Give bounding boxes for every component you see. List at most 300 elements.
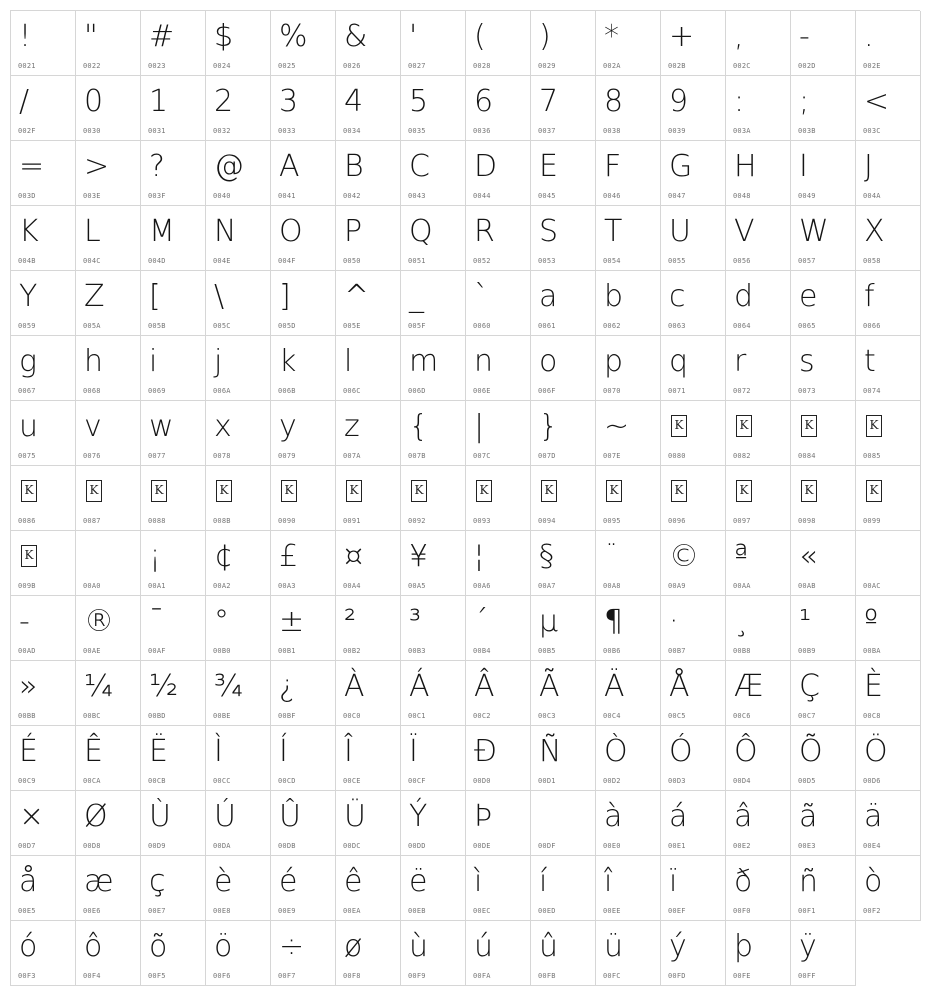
glyph-sample: Ç	[799, 669, 820, 704]
glyph-sample: d	[734, 279, 754, 314]
glyph-cell	[271, 921, 336, 986]
glyph-cell	[791, 401, 856, 466]
glyph-cell	[661, 661, 726, 726]
glyph-cell	[271, 856, 336, 921]
glyph-codepoint: 00BE	[213, 712, 231, 720]
glyph-codepoint: 00F7	[278, 972, 296, 980]
glyph-codepoint: 0044	[473, 192, 491, 200]
glyph-sample: e	[799, 279, 818, 314]
glyph-cell	[271, 271, 336, 336]
glyph-cell	[531, 791, 596, 856]
glyph-codepoint: 00DA	[213, 842, 231, 850]
glyph-sample: :	[734, 84, 745, 119]
glyph-sample: s	[799, 344, 815, 379]
glyph-sample: ~	[604, 409, 630, 444]
glyph-cell	[466, 726, 531, 791]
glyph-sample: 0	[84, 84, 104, 119]
glyph-cell	[531, 141, 596, 206]
glyph-codepoint: 00F5	[148, 972, 166, 980]
glyph-sample: *	[604, 19, 619, 54]
glyph-cell	[791, 466, 856, 531]
glyph-codepoint: 00A1	[148, 582, 166, 590]
glyph-codepoint: 00F1	[798, 907, 816, 915]
missing-glyph-box: K	[671, 415, 687, 437]
glyph-cell	[401, 921, 466, 986]
glyph-cell	[661, 596, 726, 661]
glyph-codepoint: 0045	[538, 192, 556, 200]
glyph-cell	[271, 336, 336, 401]
glyph-codepoint: 004F	[278, 257, 296, 265]
glyph-codepoint: 005D	[278, 322, 296, 330]
glyph-cell	[401, 336, 466, 401]
glyph-cell	[76, 791, 141, 856]
glyph-sample: Ñ	[539, 734, 562, 769]
glyph-codepoint: 0066	[863, 322, 881, 330]
glyph-codepoint: 007B	[408, 452, 426, 460]
glyph-sample: È	[864, 669, 883, 704]
glyph-codepoint: 005F	[408, 322, 426, 330]
glyph-cell	[206, 596, 271, 661]
glyph-cell	[466, 466, 531, 531]
glyph-sample: 2	[214, 84, 234, 119]
glyph-sample: ×	[19, 799, 45, 834]
glyph-cell	[531, 726, 596, 791]
glyph-sample: Ý	[409, 799, 428, 834]
glyph-cell	[856, 206, 921, 271]
glyph-codepoint: 009B	[18, 582, 36, 590]
glyph-codepoint: 0025	[278, 62, 296, 70]
glyph-sample: /	[19, 84, 30, 119]
glyph-codepoint: 00A4	[343, 582, 361, 590]
glyph-cell	[11, 336, 76, 401]
glyph-sample: å	[19, 864, 38, 899]
glyph-sample: K	[19, 214, 39, 249]
glyph-sample: ·	[669, 604, 679, 639]
glyph-sample: 9	[669, 84, 689, 119]
glyph-sample: ÿ	[799, 929, 817, 964]
glyph-sample: b	[604, 279, 624, 314]
glyph-cell	[791, 596, 856, 661]
glyph-cell	[791, 76, 856, 141]
glyph-codepoint: 003E	[83, 192, 101, 200]
glyph-codepoint: 0059	[18, 322, 36, 330]
glyph-sample: [	[149, 279, 161, 314]
glyph-sample: ¥	[409, 539, 429, 574]
glyph-codepoint: 00AF	[148, 647, 166, 655]
glyph-sample: ®	[84, 604, 114, 639]
glyph-cell	[661, 921, 726, 986]
glyph-sample: Á	[409, 669, 430, 704]
glyph-cell	[206, 726, 271, 791]
glyph-cell	[401, 401, 466, 466]
glyph-codepoint: 00CD	[278, 777, 296, 785]
glyph-codepoint: 00A3	[278, 582, 296, 590]
glyph-codepoint: 00F0	[733, 907, 751, 915]
glyph-codepoint: 006B	[278, 387, 296, 395]
glyph-cell	[856, 596, 921, 661]
glyph-sample: ï	[669, 864, 678, 899]
glyph-codepoint: 0028	[473, 62, 491, 70]
glyph-cell	[661, 141, 726, 206]
glyph-sample: ¹	[799, 604, 812, 639]
glyph-cell	[596, 791, 661, 856]
glyph-cell	[206, 206, 271, 271]
glyph-sample: ó	[19, 929, 38, 964]
glyph-codepoint: 00D4	[733, 777, 751, 785]
glyph-codepoint: 002C	[733, 62, 751, 70]
glyph-cell	[76, 921, 141, 986]
glyph-cell	[11, 466, 76, 531]
glyph-sample: T	[604, 214, 623, 249]
glyph-cell	[271, 11, 336, 76]
missing-glyph-box: K	[866, 480, 882, 502]
glyph-sample: ù	[409, 929, 429, 964]
glyph-sample: C	[409, 149, 430, 184]
glyph-codepoint: 00E2	[733, 842, 751, 850]
glyph-sample: Ó	[669, 734, 693, 769]
glyph-codepoint: 00BB	[18, 712, 36, 720]
glyph-sample: G	[669, 149, 693, 184]
glyph-cell	[141, 271, 206, 336]
glyph-codepoint: 00D6	[863, 777, 881, 785]
glyph-sample: Æ	[734, 669, 764, 704]
glyph-cell	[401, 11, 466, 76]
glyph-sample: á	[669, 799, 688, 834]
glyph-codepoint: 00BD	[148, 712, 166, 720]
glyph-cell	[856, 791, 921, 856]
glyph-sample: U	[669, 214, 691, 249]
glyph-sample: ¸	[734, 604, 749, 639]
glyph-cell	[11, 791, 76, 856]
glyph-cell	[141, 531, 206, 596]
glyph-codepoint: 00B0	[213, 647, 231, 655]
glyph-codepoint: 0031	[148, 127, 166, 135]
glyph-sample: B	[344, 149, 364, 184]
glyph-codepoint: 0088	[148, 517, 166, 525]
glyph-cell	[726, 531, 791, 596]
glyph-codepoint: 00CC	[213, 777, 231, 785]
glyph-cell	[336, 596, 401, 661]
glyph-cell	[76, 76, 141, 141]
glyph-cell	[596, 726, 661, 791]
glyph-codepoint: 0063	[668, 322, 686, 330]
glyph-grid	[10, 10, 920, 986]
glyph-codepoint: 006A	[213, 387, 231, 395]
glyph-codepoint: 00A6	[473, 582, 491, 590]
glyph-codepoint: 00B8	[733, 647, 751, 655]
glyph-cell	[11, 531, 76, 596]
glyph-codepoint: 00FE	[733, 972, 751, 980]
glyph-codepoint: 00B9	[798, 647, 816, 655]
glyph-codepoint: 00DB	[278, 842, 296, 850]
glyph-cell	[856, 531, 921, 596]
glyph-sample: ÷	[279, 929, 305, 964]
glyph-cell	[336, 856, 401, 921]
glyph-codepoint: 00ED	[538, 907, 556, 915]
glyph-sample: ý	[669, 929, 687, 964]
glyph-cell	[661, 856, 726, 921]
glyph-cell	[726, 11, 791, 76]
missing-glyph-box: K	[671, 480, 687, 502]
glyph-cell	[791, 336, 856, 401]
glyph-sample: k	[279, 344, 297, 379]
glyph-codepoint: 0039	[668, 127, 686, 135]
missing-glyph-box: K	[801, 415, 817, 437]
glyph-sample: ð	[734, 864, 753, 899]
glyph-cell	[76, 336, 141, 401]
missing-glyph-box: K	[736, 480, 752, 502]
glyph-codepoint: 00BC	[83, 712, 101, 720]
glyph-codepoint: 0099	[863, 517, 881, 525]
glyph-sample: g	[19, 344, 38, 379]
glyph-codepoint: 00E9	[278, 907, 296, 915]
glyph-cell	[466, 531, 531, 596]
glyph-sample: ¶	[604, 604, 624, 639]
glyph-sample: °	[214, 604, 229, 639]
glyph-sample: r	[734, 344, 747, 379]
glyph-sample: ³	[409, 604, 422, 639]
glyph-cell	[856, 661, 921, 726]
glyph-cell	[206, 11, 271, 76]
glyph-sample: <	[864, 84, 890, 119]
glyph-codepoint: 00D7	[18, 842, 36, 850]
glyph-cell	[856, 336, 921, 401]
glyph-sample: %	[279, 19, 308, 54]
glyph-codepoint: 0064	[733, 322, 751, 330]
glyph-codepoint: 0049	[798, 192, 816, 200]
glyph-codepoint: 0097	[733, 517, 751, 525]
glyph-codepoint: 006D	[408, 387, 426, 395]
missing-glyph-box: K	[541, 480, 557, 502]
glyph-codepoint: 00DD	[408, 842, 426, 850]
glyph-cell	[76, 531, 141, 596]
glyph-sample: a	[539, 279, 558, 314]
glyph-codepoint: 0085	[863, 452, 881, 460]
glyph-sample: I	[799, 149, 808, 184]
glyph-sample: ¢	[214, 539, 234, 574]
glyph-cell	[76, 466, 141, 531]
glyph-sample: ©	[669, 539, 699, 574]
glyph-codepoint: 003A	[733, 127, 751, 135]
glyph-codepoint: 0034	[343, 127, 361, 135]
glyph-codepoint: 00D9	[148, 842, 166, 850]
glyph-codepoint: 00C5	[668, 712, 686, 720]
glyph-sample: R	[474, 214, 495, 249]
glyph-codepoint: 004B	[18, 257, 36, 265]
glyph-codepoint: 00C6	[733, 712, 751, 720]
glyph-cell	[856, 11, 921, 76]
glyph-cell	[401, 141, 466, 206]
glyph-sample: »	[19, 669, 38, 704]
glyph-codepoint: 00E4	[863, 842, 881, 850]
glyph-sample: M	[149, 214, 175, 249]
glyph-sample: w	[149, 409, 174, 444]
glyph-codepoint: 003F	[148, 192, 166, 200]
glyph-codepoint: 0051	[408, 257, 426, 265]
glyph-cell	[11, 401, 76, 466]
glyph-codepoint: 00C0	[343, 712, 361, 720]
glyph-sample: 1	[149, 84, 169, 119]
glyph-codepoint: 0065	[798, 322, 816, 330]
glyph-codepoint: 00AD	[18, 647, 36, 655]
glyph-cell	[596, 531, 661, 596]
glyph-codepoint: 00B4	[473, 647, 491, 655]
glyph-sample: H	[734, 149, 757, 184]
glyph-sample: 3	[279, 84, 299, 119]
missing-glyph-box: K	[21, 545, 37, 567]
glyph-codepoint: 0075	[18, 452, 36, 460]
glyph-sample: J	[864, 149, 873, 184]
glyph-sample: =	[19, 149, 45, 184]
glyph-sample: ô	[84, 929, 103, 964]
glyph-sample: ¯	[149, 604, 164, 639]
glyph-cell	[271, 466, 336, 531]
glyph-sample: ã	[799, 799, 818, 834]
glyph-sample: Y	[19, 279, 38, 314]
glyph-sample: £	[279, 539, 299, 574]
glyph-codepoint: 0047	[668, 192, 686, 200]
glyph-sample: p	[604, 344, 624, 379]
glyph-codepoint: 0036	[473, 127, 491, 135]
glyph-cell	[596, 661, 661, 726]
glyph-cell	[401, 206, 466, 271]
glyph-cell	[596, 856, 661, 921]
glyph-codepoint: 00D5	[798, 777, 816, 785]
glyph-sample: ?	[149, 149, 165, 184]
glyph-cell	[336, 11, 401, 76]
glyph-codepoint: 0023	[148, 62, 166, 70]
glyph-codepoint: 00EA	[343, 907, 361, 915]
glyph-codepoint: 0048	[733, 192, 751, 200]
glyph-sample: W	[799, 214, 829, 249]
glyph-cell	[791, 661, 856, 726]
glyph-cell	[401, 271, 466, 336]
glyph-codepoint: 00EF	[668, 907, 686, 915]
glyph-codepoint: 0086	[18, 517, 36, 525]
glyph-codepoint: 0077	[148, 452, 166, 460]
glyph-cell	[206, 76, 271, 141]
glyph-sample: N	[214, 214, 237, 249]
glyph-codepoint: 005C	[213, 322, 231, 330]
glyph-cell	[856, 466, 921, 531]
glyph-codepoint: 0053	[538, 257, 556, 265]
glyph-codepoint: 00FC	[603, 972, 621, 980]
glyph-sample: o	[539, 344, 558, 379]
glyph-sample: _	[409, 279, 424, 314]
glyph-sample: .	[864, 19, 874, 54]
glyph-codepoint: 0092	[408, 517, 426, 525]
glyph-codepoint: 0057	[798, 257, 816, 265]
glyph-cell	[401, 726, 466, 791]
glyph-sample: Û	[279, 799, 301, 834]
glyph-cell	[206, 856, 271, 921]
glyph-cell	[271, 141, 336, 206]
glyph-cell	[726, 271, 791, 336]
glyph-cell	[466, 11, 531, 76]
glyph-sample: ñ	[799, 864, 819, 899]
glyph-sample: é	[279, 864, 298, 899]
glyph-codepoint: 005A	[83, 322, 101, 330]
glyph-sample: Ö	[864, 734, 888, 769]
glyph-sample: S	[539, 214, 559, 249]
glyph-sample: z	[344, 409, 360, 444]
glyph-sample: ø	[344, 929, 363, 964]
glyph-cell	[856, 141, 921, 206]
glyph-cell	[141, 921, 206, 986]
glyph-codepoint: 0074	[863, 387, 881, 395]
glyph-codepoint: 00DE	[473, 842, 491, 850]
glyph-cell	[661, 206, 726, 271]
glyph-codepoint: 00CF	[408, 777, 426, 785]
glyph-sample: -	[19, 604, 30, 639]
glyph-cell	[336, 791, 401, 856]
glyph-codepoint: 00D2	[603, 777, 621, 785]
glyph-sample: Ð	[474, 734, 498, 769]
glyph-cell	[206, 791, 271, 856]
glyph-codepoint: 00EC	[473, 907, 491, 915]
glyph-cell	[856, 726, 921, 791]
glyph-codepoint: 004D	[148, 257, 166, 265]
glyph-cell	[76, 661, 141, 726]
glyph-sample: `	[474, 279, 489, 314]
glyph-sample: O	[279, 214, 303, 249]
glyph-sample: m	[409, 344, 439, 379]
glyph-codepoint: 0052	[473, 257, 491, 265]
glyph-codepoint: 0061	[538, 322, 556, 330]
glyph-codepoint: 0084	[798, 452, 816, 460]
glyph-sample: À	[344, 669, 365, 704]
glyph-sample: Ø	[84, 799, 108, 834]
glyph-cell	[336, 466, 401, 531]
glyph-cell	[466, 401, 531, 466]
glyph-codepoint: 007A	[343, 452, 361, 460]
glyph-cell	[141, 401, 206, 466]
glyph-sample: y	[279, 409, 297, 444]
glyph-cell	[791, 271, 856, 336]
glyph-sample: Ï	[409, 734, 418, 769]
glyph-cell	[336, 531, 401, 596]
glyph-cell	[596, 466, 661, 531]
glyph-sample: 5	[409, 84, 429, 119]
glyph-cell	[206, 466, 271, 531]
glyph-sample: {	[409, 409, 429, 444]
glyph-sample: v	[84, 409, 102, 444]
glyph-codepoint: 00E3	[798, 842, 816, 850]
glyph-codepoint: 00F9	[408, 972, 426, 980]
glyph-cell	[401, 661, 466, 726]
glyph-cell	[596, 921, 661, 986]
glyph-cell	[661, 76, 726, 141]
glyph-cell	[271, 661, 336, 726]
glyph-cell	[596, 336, 661, 401]
glyph-cell	[661, 401, 726, 466]
glyph-cell	[466, 206, 531, 271]
glyph-codepoint: 0058	[863, 257, 881, 265]
glyph-sample: Ú	[214, 799, 236, 834]
glyph-cell	[596, 401, 661, 466]
glyph-cell	[466, 596, 531, 661]
glyph-sample: Ô	[734, 734, 758, 769]
glyph-codepoint: 00D0	[473, 777, 491, 785]
glyph-sample: Â	[474, 669, 495, 704]
glyph-cell	[466, 791, 531, 856]
glyph-cell	[531, 271, 596, 336]
glyph-cell	[11, 206, 76, 271]
missing-glyph-box: K	[476, 480, 492, 502]
glyph-codepoint: 00A9	[668, 582, 686, 590]
glyph-cell	[531, 206, 596, 271]
glyph-sample: ¡	[149, 539, 162, 574]
